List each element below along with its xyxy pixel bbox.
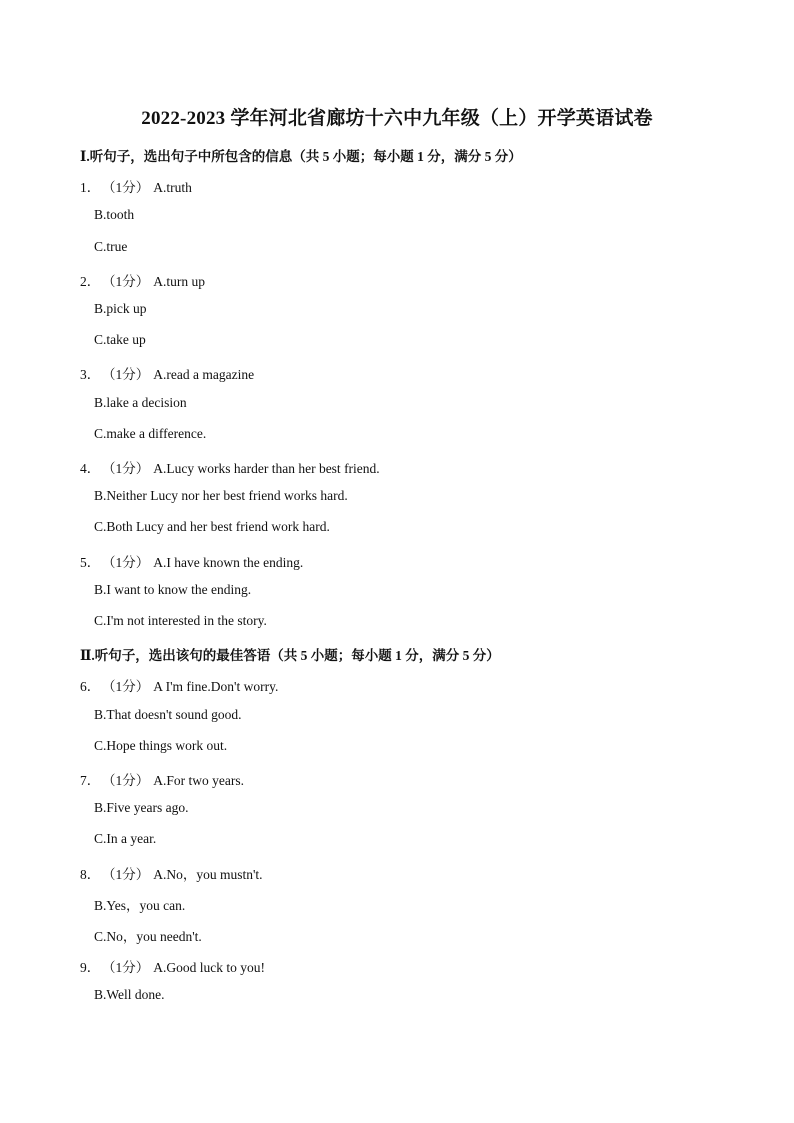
answer-option: C.make a difference. — [94, 426, 207, 441]
question-score: （1分） — [102, 960, 150, 975]
answer-option: B.lake a decision — [94, 395, 187, 410]
question-stem — [80, 675, 278, 695]
answer-option: B.That doesn't sound good. — [94, 707, 242, 722]
page-title: 2022-2023 学年河北省廊坊十六中九年级（上）开学英语试卷 — [141, 108, 653, 129]
answer-option: A.turn up — [153, 274, 205, 289]
question-number: 9． — [80, 960, 101, 975]
answer-option: C.I'm not interested in the story. — [94, 613, 267, 628]
answer-option: B.pick up — [94, 301, 147, 316]
question-number: 1． — [80, 180, 101, 195]
question-stem — [80, 956, 265, 976]
question-stem — [80, 176, 192, 196]
answer-option: C.take up — [94, 332, 146, 347]
answer-option: A.Lucy works harder than her best friend. — [153, 461, 380, 476]
answer-option: C.true — [94, 239, 128, 254]
answer-option: A.No，you mustn't. — [153, 867, 263, 882]
answer-option: C.In a year. — [94, 831, 157, 846]
question-number: 7． — [80, 773, 101, 788]
question-score: （1分） — [102, 555, 150, 570]
question-score: （1分） — [102, 180, 150, 195]
question-stem — [80, 769, 244, 789]
question-stem — [80, 551, 303, 571]
answer-option: B.tooth — [94, 207, 135, 222]
question-score: （1分） — [102, 461, 150, 476]
answer-option: C.No，you needn't. — [94, 929, 202, 944]
question-score: （1分） — [102, 773, 150, 788]
answer-option: B.Neither Lucy nor her best friend works hard. — [94, 488, 348, 503]
question-number: 6． — [80, 679, 101, 694]
question-score: （1分） — [102, 679, 150, 694]
question-score: （1分） — [102, 274, 150, 289]
answer-option: A.For two years. — [153, 773, 244, 788]
answer-option: B.I want to know the ending. — [94, 582, 252, 597]
answer-option: C.Both Lucy and her best friend work hard. — [94, 519, 330, 534]
answer-option: A.read a magazine — [153, 367, 255, 382]
section-heading: Ⅱ.听句子，选出该句的最佳答语（共 5 小题；每小题 1 分，满分 5 分） — [80, 648, 500, 663]
question-stem — [80, 270, 205, 290]
answer-option: B.Well done. — [94, 987, 165, 1002]
question-score: （1分） — [102, 367, 150, 382]
answer-option: B.Yes，you can. — [94, 898, 186, 913]
question-number: 5． — [80, 555, 101, 570]
section-heading: Ⅰ.听句子，选出句子中所包含的信息（共 5 小题；每小题 1 分，满分 5 分） — [80, 149, 522, 164]
question-score: （1分） — [102, 867, 150, 882]
answer-option: A.Good luck to you! — [153, 960, 265, 975]
answer-option: A.I have known the ending. — [153, 555, 304, 570]
question-number: 4． — [80, 461, 101, 476]
answer-option: B.Five years ago. — [94, 800, 189, 815]
answer-option: A I'm fine.Don't worry. — [153, 679, 279, 694]
question-number: 3． — [80, 367, 101, 382]
answer-option: A.truth — [153, 180, 192, 195]
question-number: 2． — [80, 274, 101, 289]
question-stem — [80, 363, 254, 383]
question-stem — [80, 457, 380, 477]
answer-option: C.Hope things work out. — [94, 738, 228, 753]
question-number: 8． — [80, 867, 101, 882]
question-stem — [80, 863, 263, 883]
